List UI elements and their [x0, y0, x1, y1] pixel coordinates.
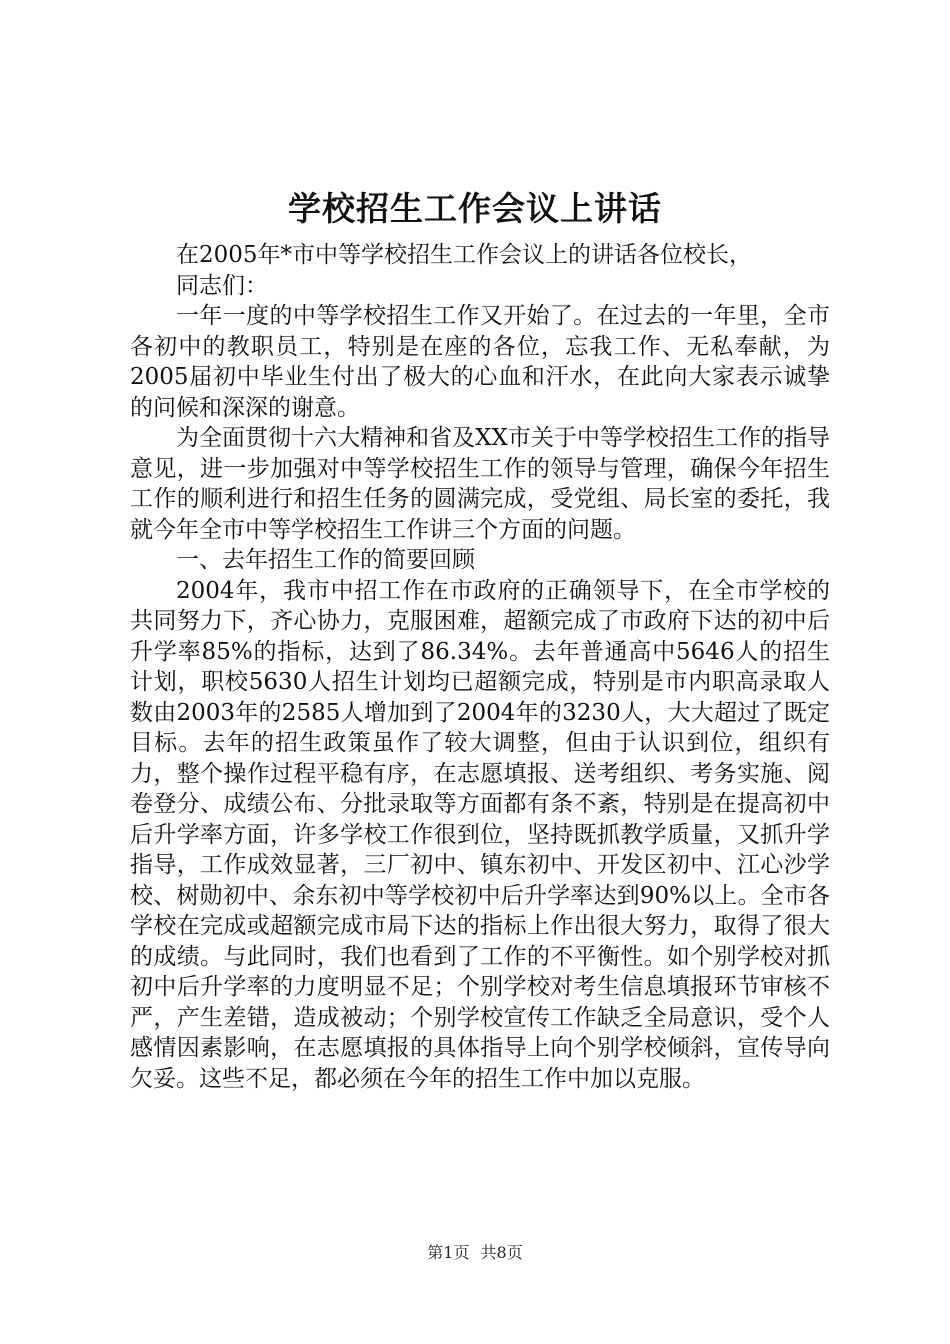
salutation-line-1: 在2005年*市中等学校招生工作会议上的讲话各位校长， [176, 242, 753, 268]
paragraph-3: 2004年，我市中招工作在市政府的正确领导下，在全市学校的共同努力下，齐心协力，克服困难，超额完成了市政府下达的初中后升学率85%的指标，达到了86.34%。去年普通高中5646人的招生计划，职校5630人招生计划均已超额完成，特别是市内职高录取人数由2003年的2585人增加到了2004年的3230人，大大超过了既定目标。去年的招生政策虽作了较大调整，但由于认识到位，组织有力，整个操作过程平稳有序，在志愿填报、送考组织、考务实施、阅卷登分、成绩公布、分批录取等方面都有条不紊，特别是在提高初中后升学率方面，许多学校工作很到位，坚持既抓教学质量，又抓升学指导，工作成效显著，三厂初中、镇东初中、开发区初中、江心沙学校、树勋初中、余东初中等学校初中后升学率达到90%以上。全市各学校在完成或超额完成市局下达的指标上作出很大努力，取得了很大的成绩。与此同时，我们也看到了工作的不平衡性。如个别学校对抓初中后升学率的力度明显不足；个别学校对考生信息填报环节审核不严，产生差错，造成被动；个别学校宣传工作缺乏全局意识，受个人感情因素影响，在志愿填报的具体指导上向个别学校倾斜，宣传导向欠妥。这些不足，都必须在今年的招生工作中加以克服。 [130, 577, 830, 1092]
paragraph-2: 为全面贯彻十六大精神和省及XX市关于中等学校招生工作的指导意见，进一步加强对中等学校招生工作的领导与管理，确保今年招生工作的顺利进行和招生任务的圆满完成，受党组、局长室的委托，我就今年全市中等学校招生工作讲三个方面的问题。 [130, 425, 830, 543]
page-number: 第1页 [427, 1243, 470, 1262]
document-body [130, 210, 830, 1094]
paragraph-1: 一年一度的中等学校招生工作又开始了。在过去的一年里，全市各初中的教职员工，特别是在座的各位，忘我工作、无私奉献，为2005届初中毕业生付出了极大的心血和汗水，在此向大家表示诚挚的问候和深深的谢意。 [130, 303, 830, 421]
salutation-line-2: 同志们： [176, 272, 268, 299]
page-footer [0, 1243, 950, 1263]
section-heading-1: 一、去年招生工作的简要回顾 [176, 547, 475, 573]
title-spacer [130, 210, 830, 240]
page-total: 共8页 [480, 1243, 523, 1262]
document-title: 学校招生工作会议上讲话 [288, 189, 662, 228]
